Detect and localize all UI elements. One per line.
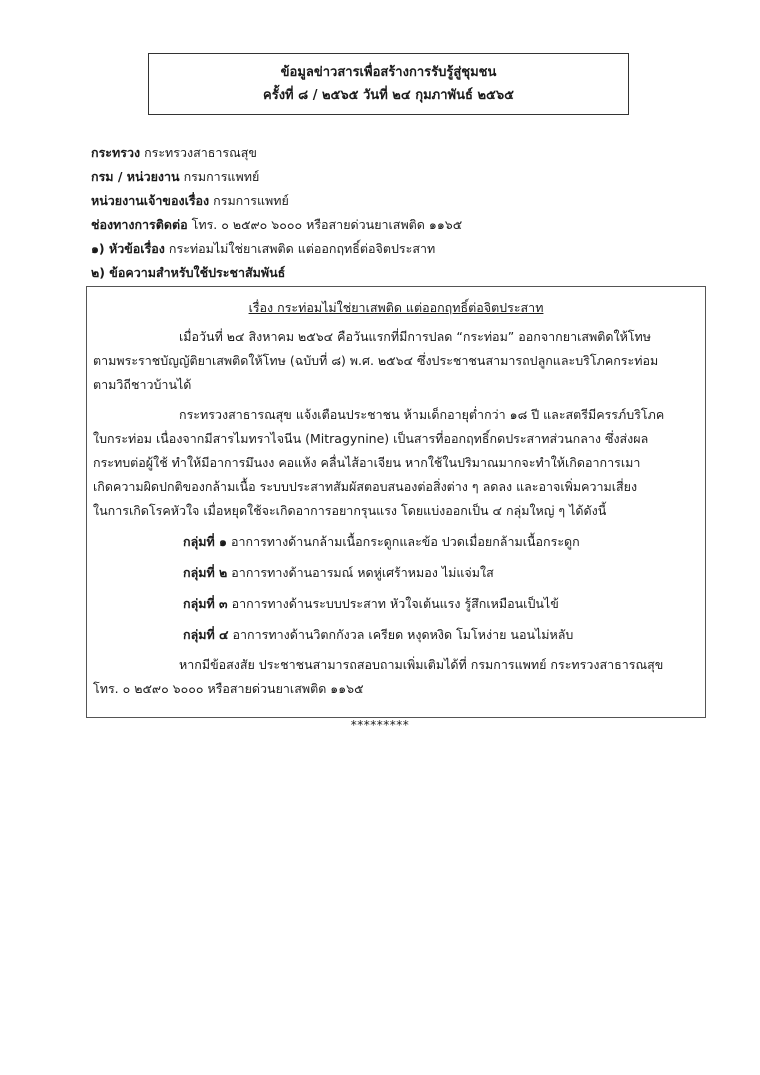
symptom-group-text: อาการทางด้านกล้ามเนื้อกระดูกและข้อ ปวดเมื่อยกล้ามเนื้อกระดูก — [230, 534, 580, 549]
paragraph-line: กระทบต่อผู้ใช้ ทำให้มีอาการมึนงง คอแห้ง คลื่นไส้อาเจียน หากใช้ในปริมาณมากจะทำให้เกิดอาการเมา — [93, 455, 641, 470]
meta-ministry-value: กระทรวงสาธารณสุข — [144, 145, 257, 160]
symptom-group-4 — [87, 623, 705, 647]
meta-topic-label: ๑) หัวข้อเรื่อง — [91, 241, 165, 256]
meta-ministry — [91, 141, 711, 165]
meta-contact-label: ช่องทางการติดต่อ — [91, 217, 188, 232]
end-marker: ********* — [350, 718, 410, 732]
document-meta — [91, 141, 711, 285]
header-title-line2: ครั้งที่ ๘ / ๒๕๖๕ วันที่ ๒๔ กุมภาพันธ์ ๒๕๖๕ — [263, 88, 514, 103]
header-title-box — [148, 53, 629, 115]
meta-owner — [91, 189, 711, 213]
press-message-title: เรื่อง กระท่อมไม่ใช่ยาเสพติด แต่ออกฤทธิ์ต่อจิตประสาท — [248, 300, 544, 315]
paragraph-line: ใบกระท่อม เนื่องจากมีสารไมทราไจนีน (Mitragynine) เป็นสารที่ออกฤทธิ์กดประสาทส่วนกลาง ซึ่งส่งผล — [93, 431, 649, 446]
symptom-group-label: กลุ่มที่ ๓ — [183, 596, 228, 611]
paragraph-1 — [87, 325, 705, 397]
symptom-group-text: อาการทางด้านอารมณ์ หดหู่เศร้าหมอง ไม่แจ่มใส — [231, 565, 494, 580]
press-message-box — [86, 286, 706, 718]
meta-department-value: กรมการแพทย์ — [183, 169, 260, 184]
meta-department — [91, 165, 711, 189]
meta-message — [91, 261, 711, 285]
symptom-group-3 — [87, 592, 705, 616]
symptom-group-2 — [87, 561, 705, 585]
paragraph-line: กระทรวงสาธารณสุข แจ้งเตือนประชาชน ห้ามเด็กอายุต่ำกว่า ๑๘ ปี และสตรีมีครรภ์บริโภค — [179, 407, 665, 422]
symptom-group-label: กลุ่มที่ ๔ — [183, 627, 229, 642]
meta-department-label: กรม / หน่วยงาน — [91, 169, 180, 184]
meta-ministry-label: กระทรวง — [91, 145, 141, 160]
paragraph-3 — [87, 653, 705, 701]
paragraph-line: โทร. ๐ ๒๕๙๐ ๖๐๐๐ หรือสายด่วนยาเสพติด ๑๑๖๕ — [93, 681, 364, 696]
paragraph-line: เมื่อวันที่ ๒๔ สิงหาคม ๒๕๖๔ คือวันแรกที่มีการปลด “กระท่อม” ออกจากยาเสพติดให้โทษ — [179, 329, 652, 344]
header-title-line1: ข้อมูลข่าวสารเพื่อสร้างการรับรู้สู่ชุมชน — [280, 65, 497, 80]
symptom-group-text: อาการทางด้านระบบประสาท หัวใจเต้นแรง รู้สึกเหมือนเป็นไข้ — [231, 596, 559, 611]
paragraph-line: ตามพระราชบัญญัติยาเสพติดให้โทษ (ฉบับที่ ๘) พ.ศ. ๒๕๖๔ ซึ่งประชาชนสามารถปลูกและบริโภคกระท่อม — [93, 353, 659, 368]
paragraph-2 — [87, 403, 705, 523]
paragraph-line: เกิดความผิดปกติของกล้ามเนื้อ ระบบประสาทสัมผัสตอบสนองต่อสิ่งต่าง ๆ ลดลง และอาจเพิ่มความเสี่ยง — [93, 479, 638, 494]
meta-message-label: ๒) ข้อความสำหรับใช้ประชาสัมพันธ์ — [91, 265, 286, 280]
symptom-group-text: อาการทางด้านวิตกกังวล เครียด หงุดหงิด โมโหง่าย นอนไม่หลับ — [232, 627, 574, 642]
meta-owner-value: กรมการแพทย์ — [213, 193, 289, 208]
meta-topic-value: กระท่อมไม่ใช่ยาเสพติด แต่ออกฤทธิ์ต่อจิตประสาท — [168, 241, 436, 256]
symptom-group-1 — [87, 530, 705, 554]
symptom-group-label: กลุ่มที่ ๒ — [183, 565, 228, 580]
meta-contact — [91, 213, 711, 237]
meta-owner-label: หน่วยงานเจ้าของเรื่อง — [91, 193, 210, 208]
paragraph-line: ในการเกิดโรคหัวใจ เมื่อหยุดใช้จะเกิดอาการอยากรุนแรง โดยแบ่งออกเป็น ๔ กลุ่มใหญ่ ๆ ได้ดังนี้ — [93, 503, 607, 518]
symptom-group-label: กลุ่มที่ ๑ — [183, 534, 227, 549]
meta-topic — [91, 237, 711, 261]
paragraph-line: หากมีข้อสงสัย ประชาชนสามารถสอบถามเพิ่มเติมได้ที่ กรมการแพทย์ กระทรวงสาธารณสุข — [179, 657, 664, 672]
meta-contact-value: โทร. ๐ ๒๕๙๐ ๖๐๐๐ หรือสายด่วนยาเสพติด ๑๑๖๕ — [191, 217, 463, 232]
paragraph-line: ตามวิถีชาวบ้านได้ — [93, 377, 192, 392]
